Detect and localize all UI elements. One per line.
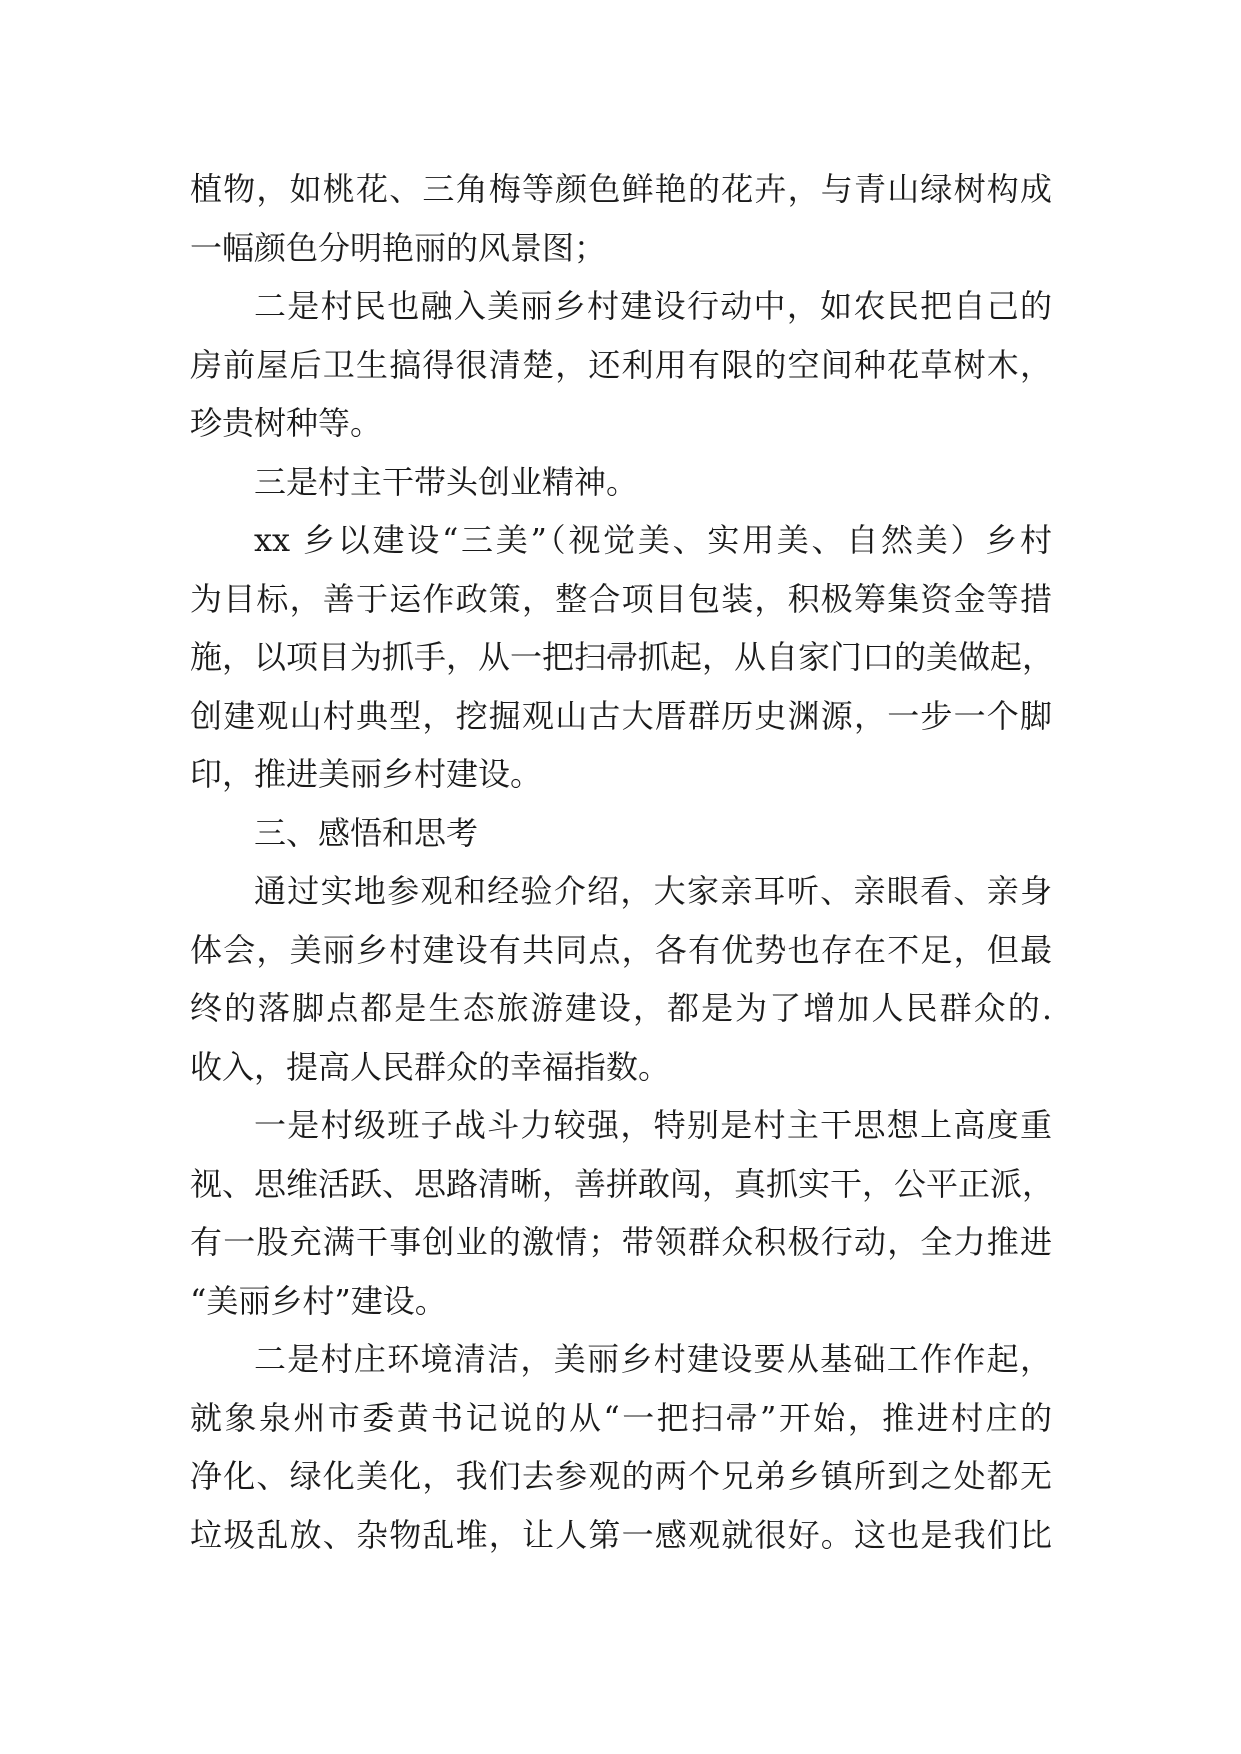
text-line: xx 乡以建设“三美”（视觉美、实用美、自然美）乡村 [254,521,1052,559]
text-line: 植物，如桃花、三角梅等颜色鲜艳的花卉，与青山绿树构成 [190,170,1052,208]
text-line: 房前屋后卫生搞得很清楚，还利用有限的空间种花草树木， [190,345,1052,384]
text-line: 终的落脚点都是生态旅游建设，都是为了增加人民群众的. [190,989,1052,1027]
text-line: 有一股充满干事创业的激情；带领群众积极行动，全力推进 [190,1223,1052,1261]
text-line: 视、思维活跃、思路清晰，善拼敢闯，真抓实干，公平正派， [190,1164,1055,1203]
text-line: 创建观山村典型，挖掘观山古大厝群历史渊源，一步一个脚 [190,696,1052,735]
document-body [190,160,1055,1564]
text-line: 通过实地参观和经验介绍，大家亲耳听、亲眼看、亲身 [254,872,1052,910]
text-line: 垃圾乱放、杂物乱堆，让人第一感观就很好。这也是我们比 [190,1515,1052,1554]
text-line: 一是村级班子战斗力较强，特别是村主干思想上高度重 [254,1106,1052,1144]
text-line: 二是村庄环境清洁，美丽乡村建设要从基础工作作起， [254,1340,1052,1378]
text-line: 收入，提高人民群众的幸福指数。 [190,1047,671,1086]
text-line: 珍贵树种等。 [190,404,383,442]
section-heading: 三、感悟和思考 [254,813,479,852]
text-line: 施，以项目为抓手，从一把扫帚抓起，从自家门口的美做起， [190,638,1055,676]
text-line: 体会，美丽乡村建设有共同点，各有优势也存在不足，但最 [190,930,1052,969]
text-line: 为目标，善于运作政策，整合项目包装，积极筹集资金等措 [190,579,1052,618]
text-line: 二是村民也融入美丽乡村建设行动中，如农民把自己的 [254,287,1052,325]
text-line: 净化、绿化美化，我们去参观的两个兄弟乡镇所到之处都无 [190,1457,1052,1495]
text-line: “美丽乡村”建设。 [190,1281,447,1320]
text-line: 就象泉州市委黄书记说的从“一把扫帚”开始，推进村庄的 [190,1398,1052,1437]
text-line: 一幅颜色分明艳丽的风景图； [190,228,607,267]
text-line: 印，推进美丽乡村建设。 [190,755,543,793]
text-line: 三是村主干带头创业精神。 [254,462,639,501]
